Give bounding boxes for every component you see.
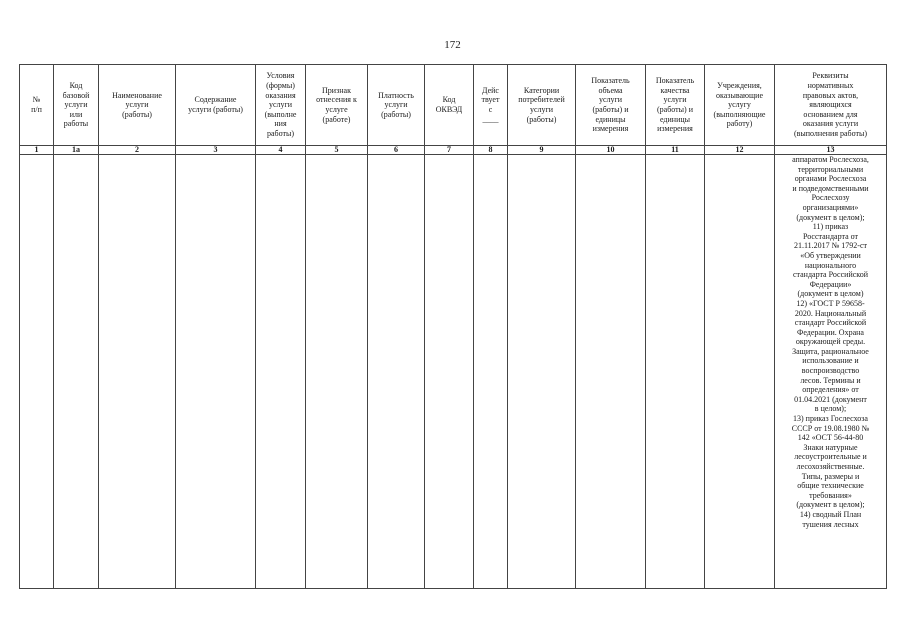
- column-header: [576, 65, 646, 146]
- column-header-line: отнесения к: [316, 95, 357, 105]
- column-header-line: Признак: [322, 85, 351, 95]
- legal-act-text-line: территориальными: [797, 164, 864, 174]
- column-header-line: ния: [274, 119, 287, 129]
- legal-act-text-line: Росстандарта от: [802, 231, 859, 241]
- column-header-line: Код: [69, 81, 83, 91]
- column-header-line: услугу: [728, 100, 751, 110]
- column-header-line: с: [488, 105, 493, 114]
- column-header-line: (формы): [266, 81, 295, 91]
- cell-col-1a: [54, 155, 99, 589]
- cell-col-3: [176, 155, 256, 589]
- column-header-line: ____: [482, 114, 499, 124]
- column-header-line: базовой: [62, 90, 90, 100]
- column-header: [256, 65, 306, 146]
- legal-act-text-line: лесов. Термины и: [800, 375, 861, 385]
- column-header-line: №: [32, 95, 41, 105]
- legal-act-text-line: в целом);: [814, 404, 847, 414]
- cell-col-8: [474, 155, 508, 589]
- legal-act-text-line: (документ в целом);: [796, 500, 865, 510]
- column-header-line: единицы: [659, 114, 690, 124]
- legal-act-text-line: организациями»: [802, 202, 859, 212]
- legal-act-text-line: воспроизводство: [801, 366, 860, 376]
- column-header-line: Показатель: [591, 76, 630, 86]
- legal-act-text-line: общие технические: [797, 481, 864, 491]
- column-header-line: Код: [442, 95, 456, 105]
- column-header-line: оказания: [265, 90, 296, 100]
- legal-act-text-line: определения» от: [802, 385, 859, 395]
- column-header-line: качества: [660, 85, 690, 95]
- column-number: 4: [256, 146, 306, 155]
- column-header-line: (выполне: [264, 109, 297, 119]
- column-header-line: правовых актов,: [802, 90, 859, 100]
- cell-col-10: [576, 155, 646, 589]
- column-header-line: оказания услуги: [802, 119, 859, 129]
- legal-act-text-line: 21.11.2017 № 1792-ст: [793, 241, 868, 251]
- legal-act-text-line: 14) сводный План: [799, 509, 862, 519]
- column-header-line: (работы): [381, 109, 411, 119]
- cell-col-2: [99, 155, 176, 589]
- column-header-line: объема: [598, 85, 623, 95]
- column-header-line: (работы) и: [592, 105, 629, 114]
- legal-act-text-line: (документ в целом): [797, 289, 864, 299]
- legal-act-text-line: СССР от 19.08.1980 №: [791, 423, 870, 433]
- column-header-line: услуги: [663, 95, 687, 105]
- column-header-line: потребителей: [518, 95, 565, 105]
- column-header-line: (работы) и: [657, 105, 693, 114]
- services-register-table: [19, 64, 887, 589]
- column-header-line: Категории: [523, 85, 560, 95]
- column-header-line: Наименование: [112, 90, 162, 100]
- cell-col-5: [306, 155, 368, 589]
- column-header-line: измерения: [592, 124, 629, 134]
- column-number: 3: [176, 146, 256, 155]
- legal-act-text-line: Защита, рациональное: [792, 346, 869, 356]
- cell-col-12: [705, 155, 775, 589]
- column-header: [54, 65, 99, 146]
- column-header-line: основанием для: [803, 109, 858, 119]
- column-header-line: Содержание: [194, 95, 237, 105]
- legal-act-text-line: стандарт Российской: [794, 318, 867, 328]
- column-number: 1а: [54, 146, 99, 155]
- column-header-line: оказывающие: [715, 90, 764, 100]
- column-header: [176, 65, 256, 146]
- legal-act-text-line: «Об утверждении: [800, 250, 861, 260]
- legal-acts-cell: [775, 155, 887, 589]
- column-header-line: ОКВЭД: [435, 105, 463, 114]
- column-header-line: (работе): [322, 114, 351, 124]
- column-header: [20, 65, 54, 146]
- legal-act-text-line: лесоустроительные и: [794, 452, 867, 462]
- legal-act-text-line: Федерации. Охрана: [797, 327, 864, 337]
- column-header-line: п/п: [31, 105, 42, 114]
- table-row: [20, 155, 887, 589]
- legal-act-text-line: Федерации»: [809, 279, 852, 289]
- column-header-line: Платность: [378, 90, 414, 100]
- column-header-line: измерения: [657, 124, 693, 134]
- column-header: [425, 65, 474, 146]
- header-row: [20, 65, 887, 146]
- legal-act-text-line: 2020. Национальный: [794, 308, 867, 318]
- column-header: [646, 65, 705, 146]
- column-header-line: твует: [481, 95, 500, 105]
- page-number: 172: [444, 39, 461, 51]
- column-number: 8: [474, 146, 508, 155]
- column-header-line: (выполняющие: [713, 109, 766, 119]
- column-number: 6: [368, 146, 425, 155]
- column-header-line: единицы: [595, 114, 626, 124]
- column-header-line: Реквизиты: [812, 71, 849, 81]
- column-header-line: услуги: [384, 100, 408, 110]
- legal-act-text-line: требования»: [809, 490, 852, 500]
- column-header-line: нормативных: [807, 81, 854, 91]
- legal-act-text-line: органами Рослесхоза: [794, 174, 867, 184]
- cell-col-6: [368, 155, 425, 589]
- legal-act-text-line: стандарта Российской: [792, 270, 869, 280]
- column-number: 10: [576, 146, 646, 155]
- column-header-line: работу): [726, 119, 753, 129]
- legal-act-text-line: национального: [804, 260, 857, 270]
- column-header-line: Условия: [266, 71, 295, 81]
- legal-act-text-line: 142 «ОСТ 56-44-80: [797, 433, 864, 443]
- column-header-line: Учреждения,: [717, 81, 762, 91]
- legal-act-text-line: и подведомственными: [792, 183, 869, 193]
- column-header-line: услуги (работы): [188, 105, 243, 114]
- column-header-line: (выполнения работы): [793, 128, 868, 138]
- legal-act-text-line: аппаратом Рослесхоза,: [792, 155, 869, 164]
- column-header: [368, 65, 425, 146]
- column-header-line: работы: [63, 119, 89, 129]
- column-header-line: Дейс: [482, 85, 499, 95]
- column-header-line: работы): [266, 128, 295, 138]
- cell-col-9: [508, 155, 576, 589]
- column-number: 7: [425, 146, 474, 155]
- legal-act-text-line: Знаки натурные: [803, 442, 858, 452]
- legal-act-text-line: Рослесхозу: [811, 193, 850, 203]
- column-header-line: (работы): [526, 114, 557, 124]
- column-header-line: услуги: [64, 100, 88, 110]
- column-header-line: являющихся: [809, 100, 852, 110]
- column-number: 11: [646, 146, 705, 155]
- column-header: [306, 65, 368, 146]
- cell-col-7: [425, 155, 474, 589]
- legal-act-text-line: 11) приказ: [812, 222, 849, 232]
- column-header: [508, 65, 576, 146]
- cell-col-1: [20, 155, 54, 589]
- column-number: 1: [20, 146, 54, 155]
- column-header-line: или: [69, 109, 83, 119]
- column-number: 5: [306, 146, 368, 155]
- legal-act-text-line: (документ в целом);: [796, 212, 865, 222]
- column-header: [474, 65, 508, 146]
- column-number-row: [20, 146, 887, 155]
- cell-col-4: [256, 155, 306, 589]
- legal-act-text-line: 13) приказ Гослесхоза: [793, 414, 868, 424]
- column-header: [775, 65, 887, 146]
- legal-act-text-line: лесохозяйственные.: [796, 462, 865, 471]
- column-header: [705, 65, 775, 146]
- legal-act-text-line: 12) «ГОСТ Р 59658-: [796, 298, 865, 308]
- column-header-line: (работы): [122, 109, 152, 119]
- column-number: 12: [705, 146, 775, 155]
- cell-col-11: [646, 155, 705, 589]
- column-header-line: услуги: [598, 95, 623, 105]
- legal-act-text-line: окружающей среды.: [795, 337, 866, 347]
- column-header-line: услуги: [529, 105, 554, 114]
- legal-act-text-line: тушения лесных: [802, 519, 859, 529]
- column-number: 2: [99, 146, 176, 155]
- column-number: 13: [775, 146, 887, 155]
- column-header-line: услуге: [325, 105, 348, 114]
- column-header-line: услуги: [125, 100, 149, 110]
- legal-act-text-line: Типы, размеры и: [801, 471, 860, 481]
- legal-act-text-line: использование и: [802, 356, 859, 366]
- legal-act-text-line: 01.04.2021 (документ: [794, 394, 867, 404]
- column-header-line: Показатель: [655, 76, 695, 86]
- column-header-line: услуги: [268, 100, 293, 110]
- column-number: 9: [508, 146, 576, 155]
- column-header: [99, 65, 176, 146]
